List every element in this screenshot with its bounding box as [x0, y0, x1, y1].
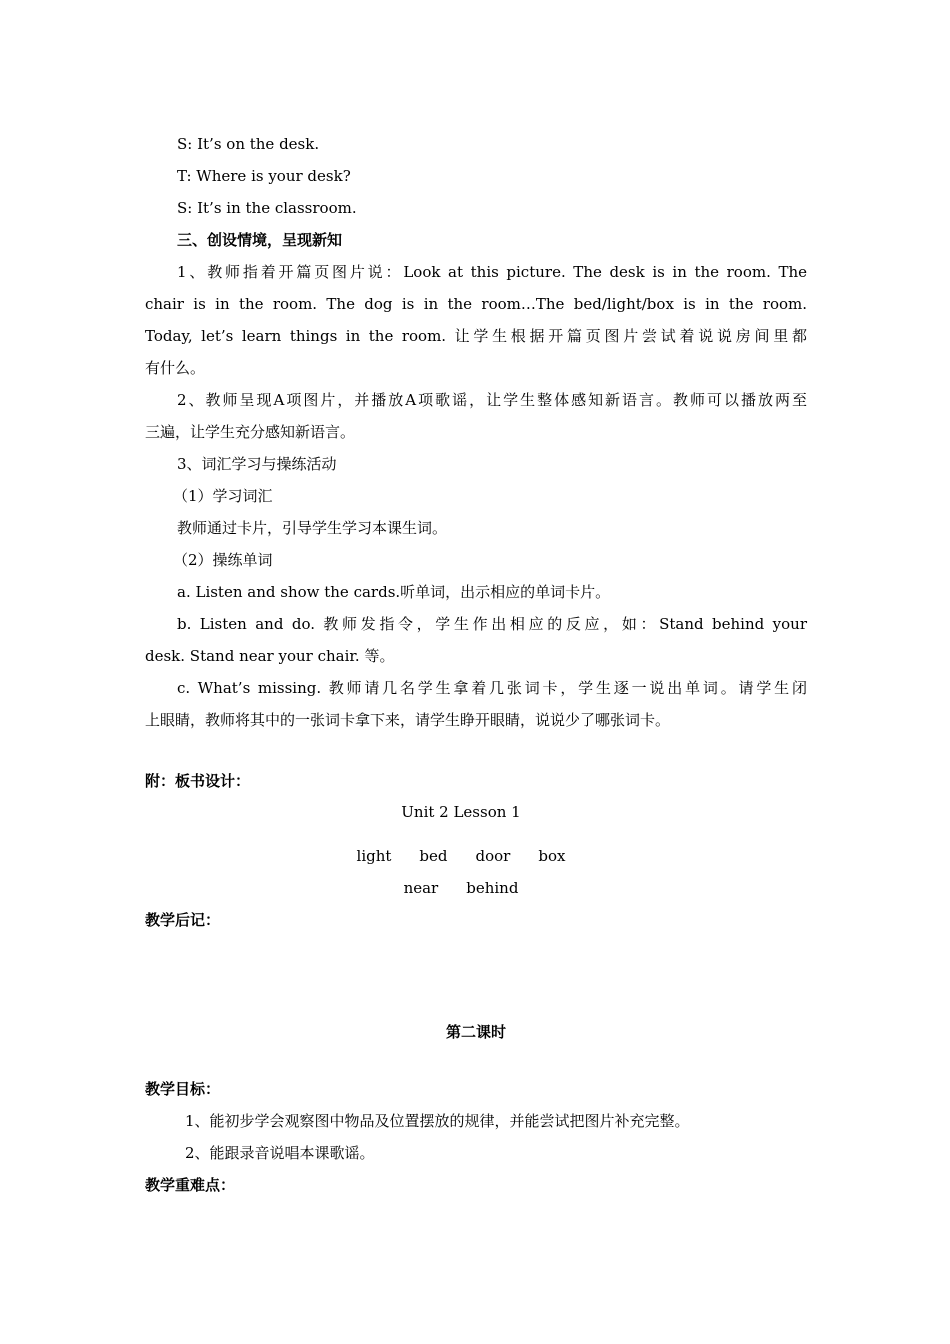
para1-line-2: chair is in the room. The dog is in the room…The bed/light/box is in the room.	[145, 295, 807, 313]
item-c-line-1: c. What’s missing. 教师请几名学生拿着几张词卡，学生逐一说出单词。请学生闭	[177, 679, 807, 697]
lesson2-title: 第二课时	[445, 1023, 506, 1041]
postscript-heading: 教学后记：	[145, 911, 221, 929]
board-title: Unit 2 Lesson 1	[401, 803, 521, 821]
board-words-row-1	[130, 840, 792, 872]
item-c-line-2: 上眼睛，教师将其中的一张词卡拿下来，请学生睁开眼睛，说说少了哪张词卡。	[145, 711, 671, 729]
board-word: near	[403, 879, 439, 897]
para2-line-1: 2、教师呈现A项图片，并播放A项歌谣，让学生整体感知新语言。教师可以播放两至	[177, 391, 807, 409]
dialogue-line-3: S: It’s in the classroom.	[177, 199, 357, 217]
objective-2: 2、能跟录音说唱本课歌谣。	[185, 1144, 375, 1162]
board-word: door	[475, 847, 511, 865]
para2-line-2: 三遍，让学生充分感知新语言。	[145, 423, 356, 441]
objective-1: 1、能初步学会观察图中物品及位置摆放的规律，并能尝试把图片补充完整。	[185, 1112, 690, 1130]
board-words-row-2	[130, 872, 792, 904]
board-word: bed	[419, 847, 448, 865]
item-a: a. Listen and show the cards.听单词，出示相应的单词卡片。	[177, 583, 611, 601]
board-word: behind	[466, 879, 519, 897]
sub1-heading: （1）学习词汇	[173, 487, 273, 505]
dialogue-line-1: S: It’s on the desk.	[177, 135, 320, 153]
item-b-line-1: b. Listen and do. 教师发指令，学生作出相应的反应，如：Stand behind your	[177, 615, 807, 633]
para1-line-4: 有什么。	[145, 359, 206, 377]
board-word: light	[356, 847, 392, 865]
para1-line-3: Today, let’s learn things in the room. 让学生根据开篇页图片尝试着说说房间里都	[145, 327, 807, 345]
para1-line-1: 1、教师指着开篇页图片说：Look at this picture. The desk is in the room. The	[177, 263, 807, 281]
sub1-text: 教师通过卡片，引导学生学习本课生词。	[177, 519, 448, 537]
para3-heading: 3、词汇学习与操练活动	[177, 455, 337, 473]
board-word: box	[538, 847, 566, 865]
board-heading: 附：板书设计：	[145, 772, 251, 790]
section3-heading: 三、创设情境，呈现新知	[177, 231, 343, 249]
item-b-line-2: desk. Stand near your chair. 等。	[145, 647, 395, 665]
sub2-heading: （2）操练单词	[173, 551, 273, 569]
dialogue-line-2: T: Where is your desk?	[177, 167, 351, 185]
objectives-heading: 教学目标：	[145, 1080, 221, 1098]
key-points-heading: 教学重难点：	[145, 1176, 236, 1194]
